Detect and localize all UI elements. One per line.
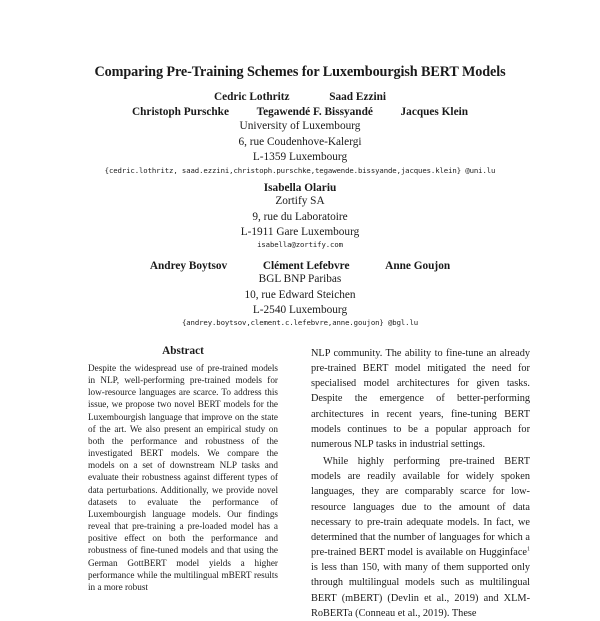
affiliation-line: BGL BNP Paribas: [258, 273, 342, 285]
author-name: Clément Lefebvre: [262, 260, 350, 272]
email-1: {cedric.lothritz, saad.ezzini,christoph.purschke,tegawende.bissyande,jacques.klein} @uni.lu: [104, 166, 496, 175]
intro-paragraph-2: [311, 454, 530, 621]
affiliation-line: 6, rue Coudenhove-Kalergi: [238, 135, 362, 148]
paper-title: Comparing Pre-Training Schemes for Luxembourgish BERT Models: [94, 64, 506, 80]
abstract-heading: Abstract: [162, 345, 204, 357]
intro-paragraph-2a: While highly performing pre-trained BERT models are readily available for widely spoken languages, they are comparably scarce for low-resource languages due to the amount of data necessary to pre-train adequate models. In fact, we determined that the number of languages for which a pre-trained BERT model is available on Hugginface: [311, 456, 530, 559]
author-name: Anne Goujon: [385, 260, 451, 272]
affiliation-line: 9, rue du Laboratoire: [252, 210, 348, 223]
affiliation-line: University of Luxembourg: [239, 120, 361, 132]
author-row-2: [0, 104, 600, 120]
affiliation-1: [0, 119, 600, 166]
author-name: Isabella Olariu: [263, 182, 337, 194]
affiliation-line: Zortify SA: [275, 195, 325, 207]
affiliation-3: [0, 272, 600, 319]
author-name: Tegawendé F. Bissyandé: [256, 106, 373, 118]
affiliation-2: [0, 194, 600, 241]
author-name: Cedric Lothritz: [213, 91, 290, 103]
intro-paragraph-2b: is less than 150, with many of them supported only through multilingual models such as multilingual BERT (mBERT) (Devlin et al., 2019) and XLM-RoBERTa (Conneau et al., 2019). These: [311, 562, 530, 619]
affiliation-line: L-1911 Gare Luxembourg: [240, 226, 360, 239]
affiliation-line: L-1359 Luxembourg: [252, 151, 348, 164]
email-2: isabella@zortify.com: [257, 240, 343, 249]
author-name: Christoph Purschke: [131, 106, 229, 118]
affiliation-line: L-2540 Luxembourg: [252, 304, 348, 317]
author-row-1: [0, 89, 600, 105]
author-name: Jacques Klein: [400, 106, 469, 118]
author-name: Saad Ezzini: [329, 91, 387, 103]
footnote-mark: 1: [527, 546, 530, 553]
email-3: {andrey.boytsov,clement.c.lefebvre,anne.goujon} @bgl.lu: [181, 318, 419, 327]
intro-column: [311, 346, 530, 621]
affiliation-line: 10, rue Edward Steichen: [244, 288, 356, 301]
abstract-text: Despite the widespread use of pre-trained models in NLP, well-performing pre-trained models for low-resource languages are scarce. To address this issue, we propose two novel BERT models for the Luxembourgish language that improve on the state of the art. We also present an empirical study on both the performance and robustness of the investigated BERT models. We compare the models on a set of downstream NLP tasks and evaluate their robustness against different types of data perturbations. Additionally, we provide novel datasets to evaluate the performance of Luxembourgish language models. Our findings reveal that pre-training a pre-loaded model has a positive effect on both the performance and robustness of fine-tuned models and that using the German GottBERT model yields a higher performance while the multilingual mBERT results in a more robust: [88, 363, 278, 592]
intro-paragraph-1: NLP community. The ability to fine-tune an already pre-trained BERT model mitigated the need for specialised model architectures for given tasks. Despite the emergence of better-performing architectures in recent years, fine-tuning BERT models continues to be a popular approach for numerous NLP tasks in industrial settings.: [311, 348, 530, 450]
author-name: Andrey Boytsov: [149, 260, 228, 272]
